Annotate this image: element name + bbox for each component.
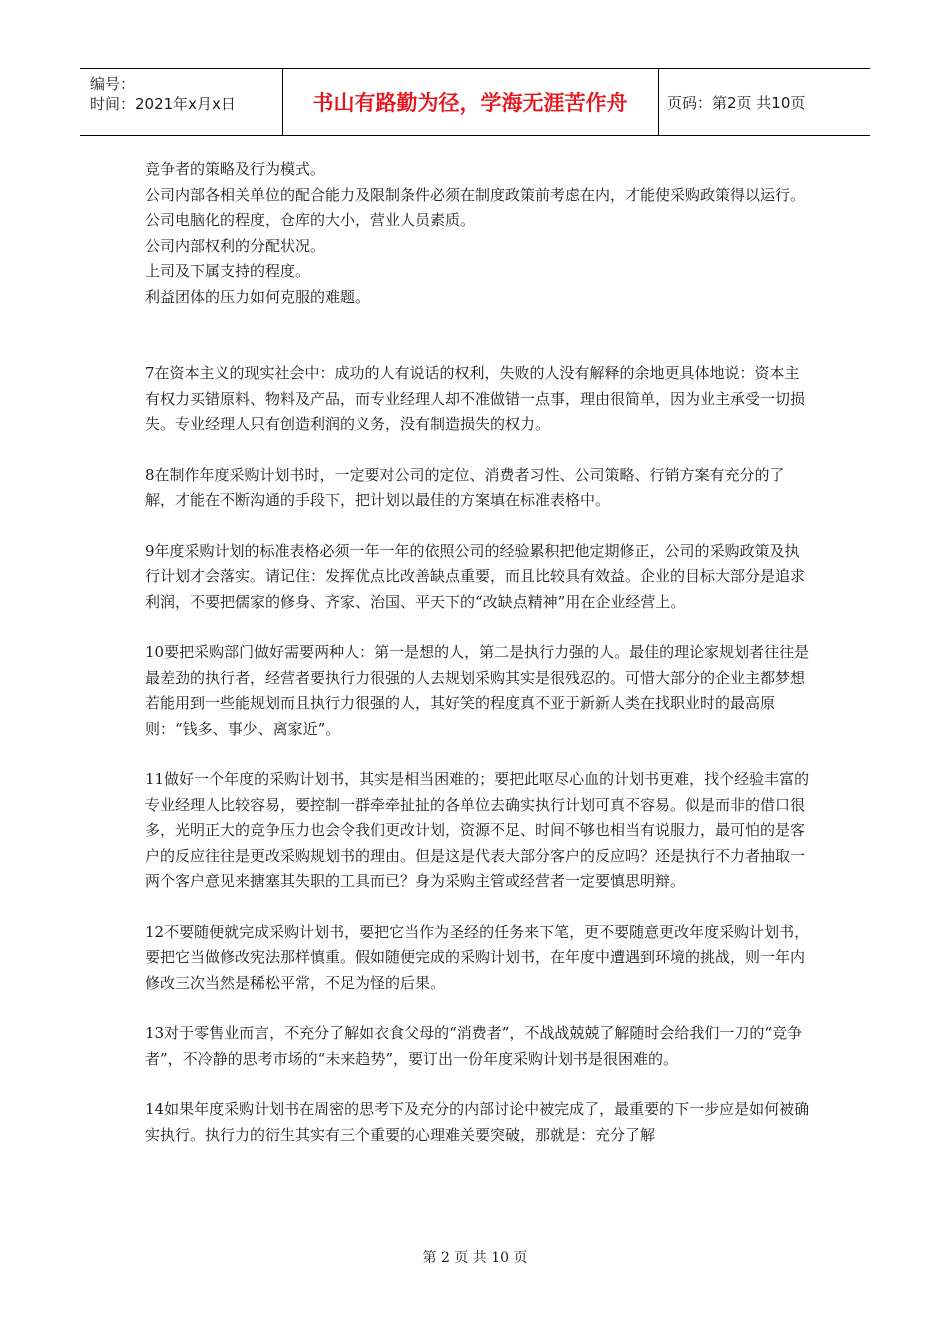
paragraph-8: 8在制作年度采购计划书时，一定要对公司的定位、消费者习性、公司策略、行销方案有充分的了解，才能在不断沟通的手段下，把计划以最佳的方案填在标准表格中。 xyxy=(145,465,785,509)
paragraph-14: 14如果年度采购计划书在周密的思考下及充分的内部讨论中被完成了，最重要的下一步应是如何被确实执行。执行力的衍生其实有三个重要的心理难关要突破，那就是：充分了解 xyxy=(145,1100,810,1144)
page-footer: 第 2 页 共 10 页 xyxy=(422,1250,528,1266)
document-body xyxy=(145,157,813,1148)
header-motto: 书山有路勤为径，学海无涯苦作舟 xyxy=(282,69,659,135)
intro-line: 公司内部权利的分配状况。 xyxy=(145,236,326,255)
intro-line: 上司及下属支持的程度。 xyxy=(145,262,311,280)
intro-line: 公司电脑化的程度，仓库的大小，营业人员素质。 xyxy=(145,211,476,229)
time-label: 时间：2021年x月x日 xyxy=(90,95,236,113)
page-header xyxy=(80,68,870,136)
paragraph-13: 13对于零售业而言，不充分了解如衣食父母的“消费者”，不战战兢兢了解随时会给我们一刀的“竞争者”，不冷静的思考市场的“未来趋势”，要订出一份年度采购计划书是很困难的。 xyxy=(145,1024,803,1068)
intro-line: 利益团体的压力如何克服的难题。 xyxy=(145,287,371,306)
paragraph-11: 11做好一个年度的采购计划书，其实是相当困难的；要把此呕尽心血的计划书更难，找个经验丰富的专业经理人比较容易，要控制一群牵牵扯扯的各单位去确实执行计划可真不容易。似是而非的借口很多，光明正大的竞争压力也会令我们更改计划，资源不足、时间不够也相当有说服力，最可怕的是客户的反应往往是更改采购规划书的理由。但是这是代表大部分客户的反应吗？还是执行不力者抽取一两个客户意见来搪塞其失职的工具而已？身为采购主管或经营者一定要慎思明辩。 xyxy=(145,770,810,890)
header-meta xyxy=(80,69,283,135)
paragraph-12: 12不要随便就完成采购计划书，要把它当作为圣经的任务来下笔，更不要随意更改年度采购计划书，要把它当做修改宪法那样慎重。假如随便完成的采购计划书，在年度中遭遇到环境的挑战，则一年内修改三次当然是稀松平常，不足为怪的后果。 xyxy=(145,922,810,992)
paragraph-7: 7在资本主义的现实社会中：成功的人有说话的权利，失败的人没有解释的余地更具体地说：资本主有权力买错原料、物料及产品，而专业经理人却不准做错一点事，理由很简单，因为业主承受一切损失。专业经理人只有创造利润的义务，没有制造损失的权力。 xyxy=(145,364,806,433)
intro-line: 公司内部各相关单位的配合能力及限制条件必须在制度政策前考虑在内，才能使采购政策得以运行。 xyxy=(145,185,806,204)
intro-line: 竞争者的策略及行为模式。 xyxy=(145,160,326,178)
header-page-info: 页码：第2页 共10页 xyxy=(667,93,806,112)
paragraph-10: 10要把采购部门做好需要两种人：第一是想的人，第二是执行力强的人。最佳的理论家规划者往往是最差劲的执行者，经营者要执行力很强的人去规划采购其实是很残忍的。可惜大部分的企业主都梦想若能用到一些能规划而且执行力很强的人，其好笑的程度真不亚于新新人类在找职业时的最高原则：“钱多、事少、离家近”。 xyxy=(145,643,810,738)
paragraph-9: 9年度采购计划的标准表格必须一年一年的依照公司的经验累积把他定期修正，公司的采购政策及执行计划才会落实。请记住：发挥优点比改善缺点重要，而且比较具有效益。企业的目标大部分是追求利润，不要把儒家的修身、齐家、治国、平天下的“改缺点精神”用在企业经营上。 xyxy=(145,541,806,611)
number-label: 编号： xyxy=(90,75,136,93)
